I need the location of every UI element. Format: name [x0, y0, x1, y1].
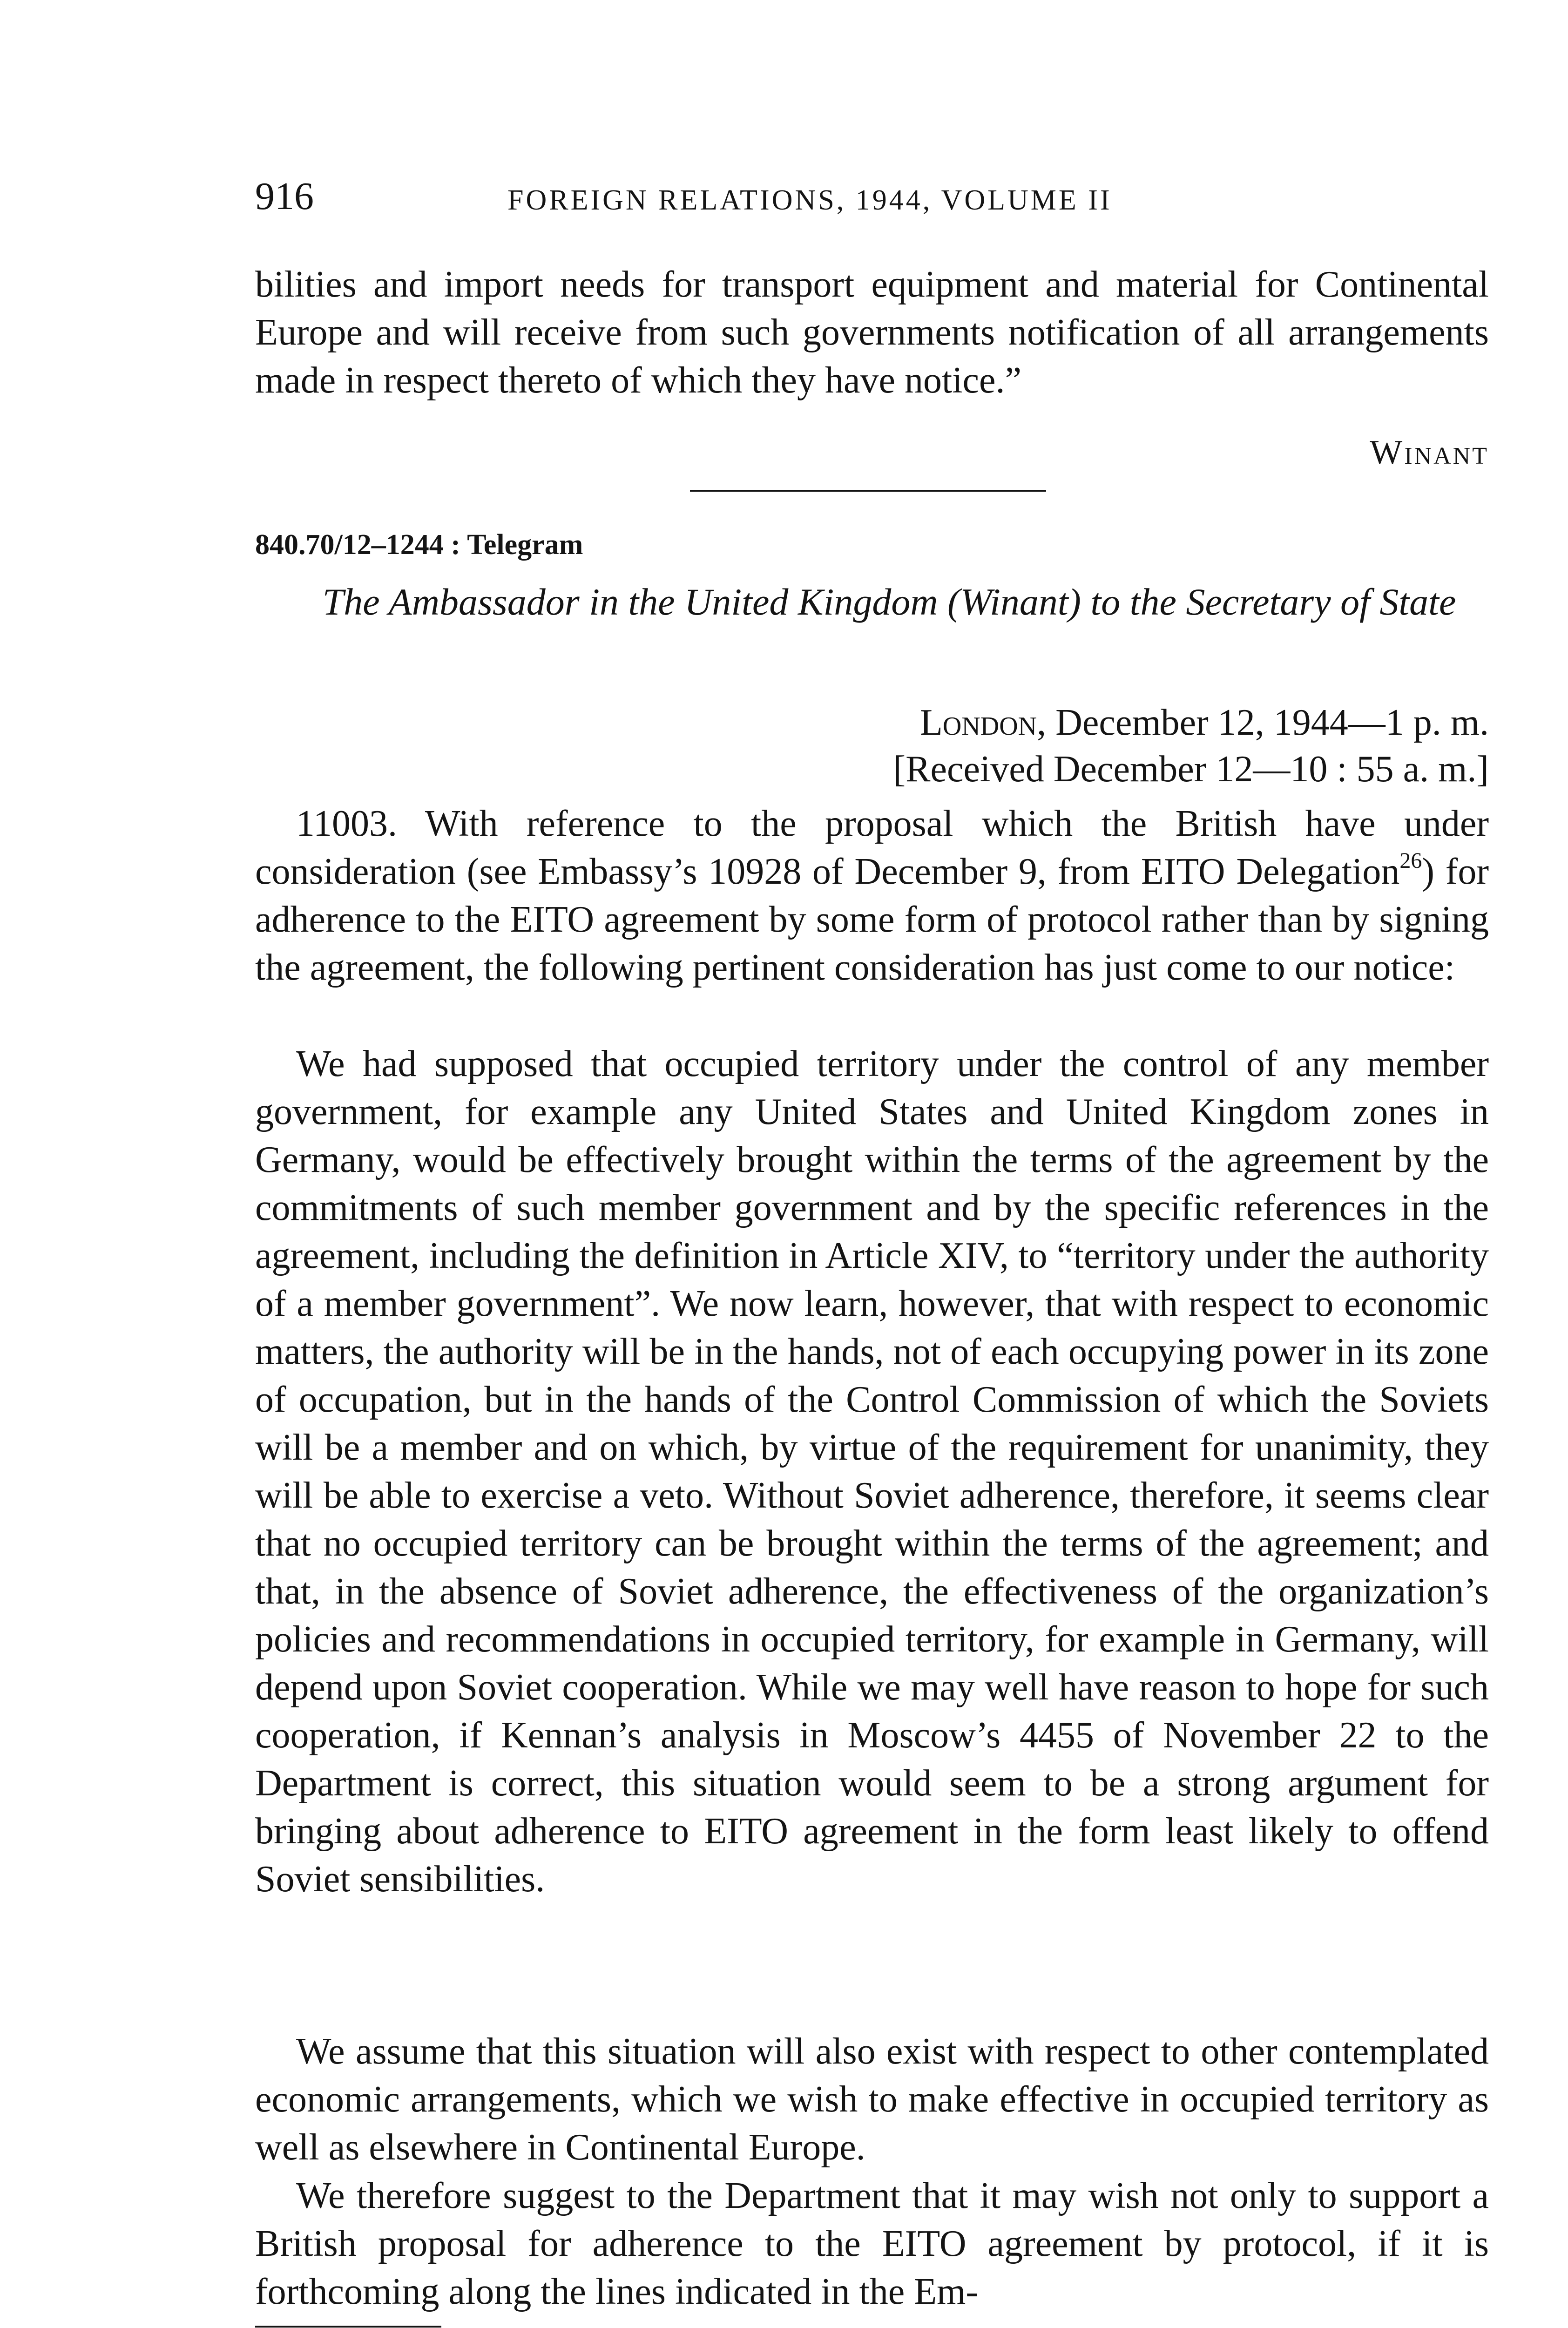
dateline [255, 699, 1489, 792]
dateline-place: London [920, 702, 1037, 743]
continued-paragraph: bilities and import needs for transport equipment and material for Continental Europe and will receive from such governments notification of all arrangements made in respect thereto of which they have notice.” [255, 264, 1489, 401]
paragraph-4: We therefore suggest to the Department that it may wish not only to support a British proposal for adherence to the EITO agreement by protocol, if it is forthcoming along the lines indicated in the Em- [255, 2175, 1489, 2312]
received-line: [Received December 12—10 : 55 a. m.] [893, 749, 1489, 790]
file-reference: 840.70/12–1244 : Telegram [255, 529, 583, 561]
footnote-reference: 26 [1399, 848, 1422, 873]
page-number: 916 [255, 175, 314, 218]
dateline-date: , December 12, 1944—1 p. m. [1037, 702, 1489, 743]
footnote-divider [255, 2326, 441, 2328]
paragraph-3: We assume that this situation will also exist with respect to other contemplated economic arrangements, which we wish to make effective in occupied territory as well as elsewhere in Continental Europe. [255, 2031, 1489, 2168]
running-head-title: FOREIGN RELATIONS, 1944, VOLUME II [507, 184, 1112, 216]
running-head [255, 173, 1489, 229]
paragraph-1-closing: ) for adherence to the EITO agreement by some form of protocol rather than by signing the agreement, the following pertinent consideration has just come to our notice: [255, 851, 1489, 988]
paragraph-2: We had supposed that occupied territory under the control of any member government, for example any United States and United Kingdom zones in Germany, would be effectively brought within the terms of the agreement by the commitments of such member government and by the specific references in the agreement, including the definition in Article XIV, to “territory under the authority of a member government”. We now learn, however, that with respect to economic matters, the authority will be in the hands, not of each occupying power in its zone of occupation, but in the hands of the Control Commission of which the Soviets will be a member and on which, by virtue of the requirement for unanimity, they will be able to exercise a veto. Without Soviet adherence, therefore, it seems clear that no occupied territory can be brought within the terms of the agreement; and that, in the absence of Soviet adherence, the effectiveness of the organization’s policies and recommendations in occupied territory, for example in Germany, will depend upon Soviet cooperation. While we may well have reason to hope for such cooperation, if Kennan’s analysis in Moscow’s 4455 of November 22 to the Department is correct, this situation would seem to be a strong argument for bringing about adherence to EITO agreement in the form least likely to offend Soviet sensibilities. [255, 1043, 1489, 1900]
signature: Winant [1370, 433, 1489, 472]
paragraph-1-opening: 11003. With reference to the proposal which the British have under consideration (see Embassy’s 10928 of December 9, from EITO Delegation [255, 803, 1489, 892]
document-heading: The Ambassador in the United Kingdom (Winant) to the Secretary of State [322, 581, 1456, 623]
section-divider [690, 490, 1046, 492]
paragraph-1 [255, 800, 1489, 992]
